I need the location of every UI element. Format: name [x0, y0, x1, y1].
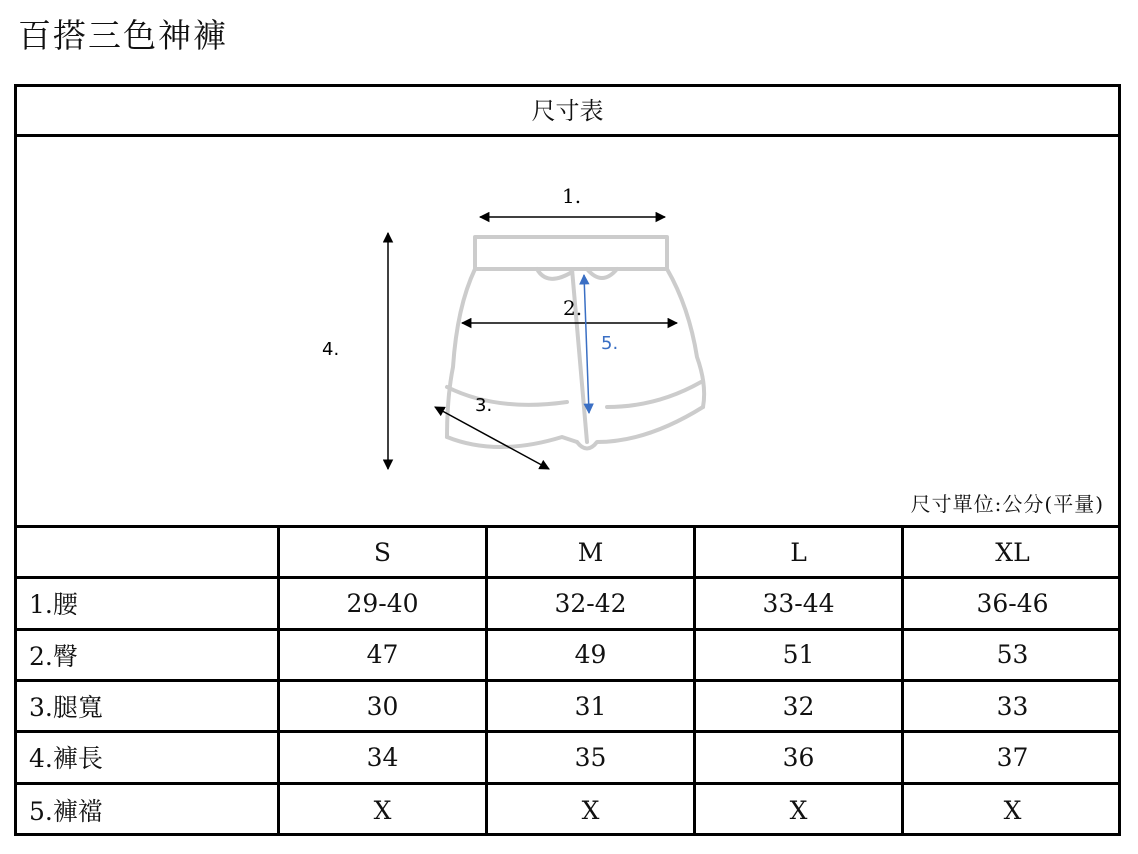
table-cell: 33-44	[696, 579, 904, 630]
size-chart	[14, 84, 1121, 836]
table-cell: 36-46	[904, 579, 1121, 630]
rise-arrow	[584, 275, 589, 413]
row-label-length: 4.褲長	[17, 733, 280, 784]
table-cell: 31	[488, 682, 696, 733]
table-cell: 32	[696, 682, 904, 733]
table-cell: 36	[696, 733, 904, 784]
length-label: 4.	[322, 339, 340, 360]
row-label-hip: 2.臀	[17, 631, 280, 682]
leg-label: 3.	[475, 395, 493, 416]
shorts-diagram	[17, 137, 1118, 525]
size-header: S	[280, 528, 488, 579]
hip-label: 2.	[563, 296, 583, 320]
table-cell: X	[488, 785, 696, 836]
size-header: XL	[904, 528, 1121, 579]
table-cell: 30	[280, 682, 488, 733]
row-label-leg: 3.腿寬	[17, 682, 280, 733]
unit-note: 尺寸單位:公分(平量)	[910, 492, 1104, 516]
size-chart-title: 尺寸表	[17, 87, 1118, 137]
table-cell: 35	[488, 733, 696, 784]
table-cell: 37	[904, 733, 1121, 784]
table-cell: X	[1003, 795, 1022, 825]
waist-label: 1.	[562, 184, 582, 208]
table-cell: 33	[904, 682, 1121, 733]
shorts-outline	[447, 237, 704, 449]
table-cell: 49	[488, 631, 696, 682]
size-header: L	[696, 528, 904, 579]
table-cell: X	[280, 785, 488, 836]
table-cell: 51	[696, 631, 904, 682]
rise-label: 5.	[601, 333, 619, 354]
size-table	[17, 525, 1118, 836]
table-cell: 47	[280, 631, 488, 682]
row-label-rise: 5.褲襠	[17, 785, 280, 836]
shorts-illustration	[17, 137, 1118, 525]
table-cell: 32-42	[488, 579, 696, 630]
table-cell: 34	[280, 733, 488, 784]
page-title: 百搭三色神褲	[18, 16, 228, 55]
table-cell: 53	[904, 631, 1121, 682]
table-corner	[17, 528, 280, 579]
table-cell: X	[696, 785, 904, 836]
row-label-waist: 1.腰	[17, 579, 280, 630]
size-header: M	[488, 528, 696, 579]
table-cell: 29-40	[280, 579, 488, 630]
